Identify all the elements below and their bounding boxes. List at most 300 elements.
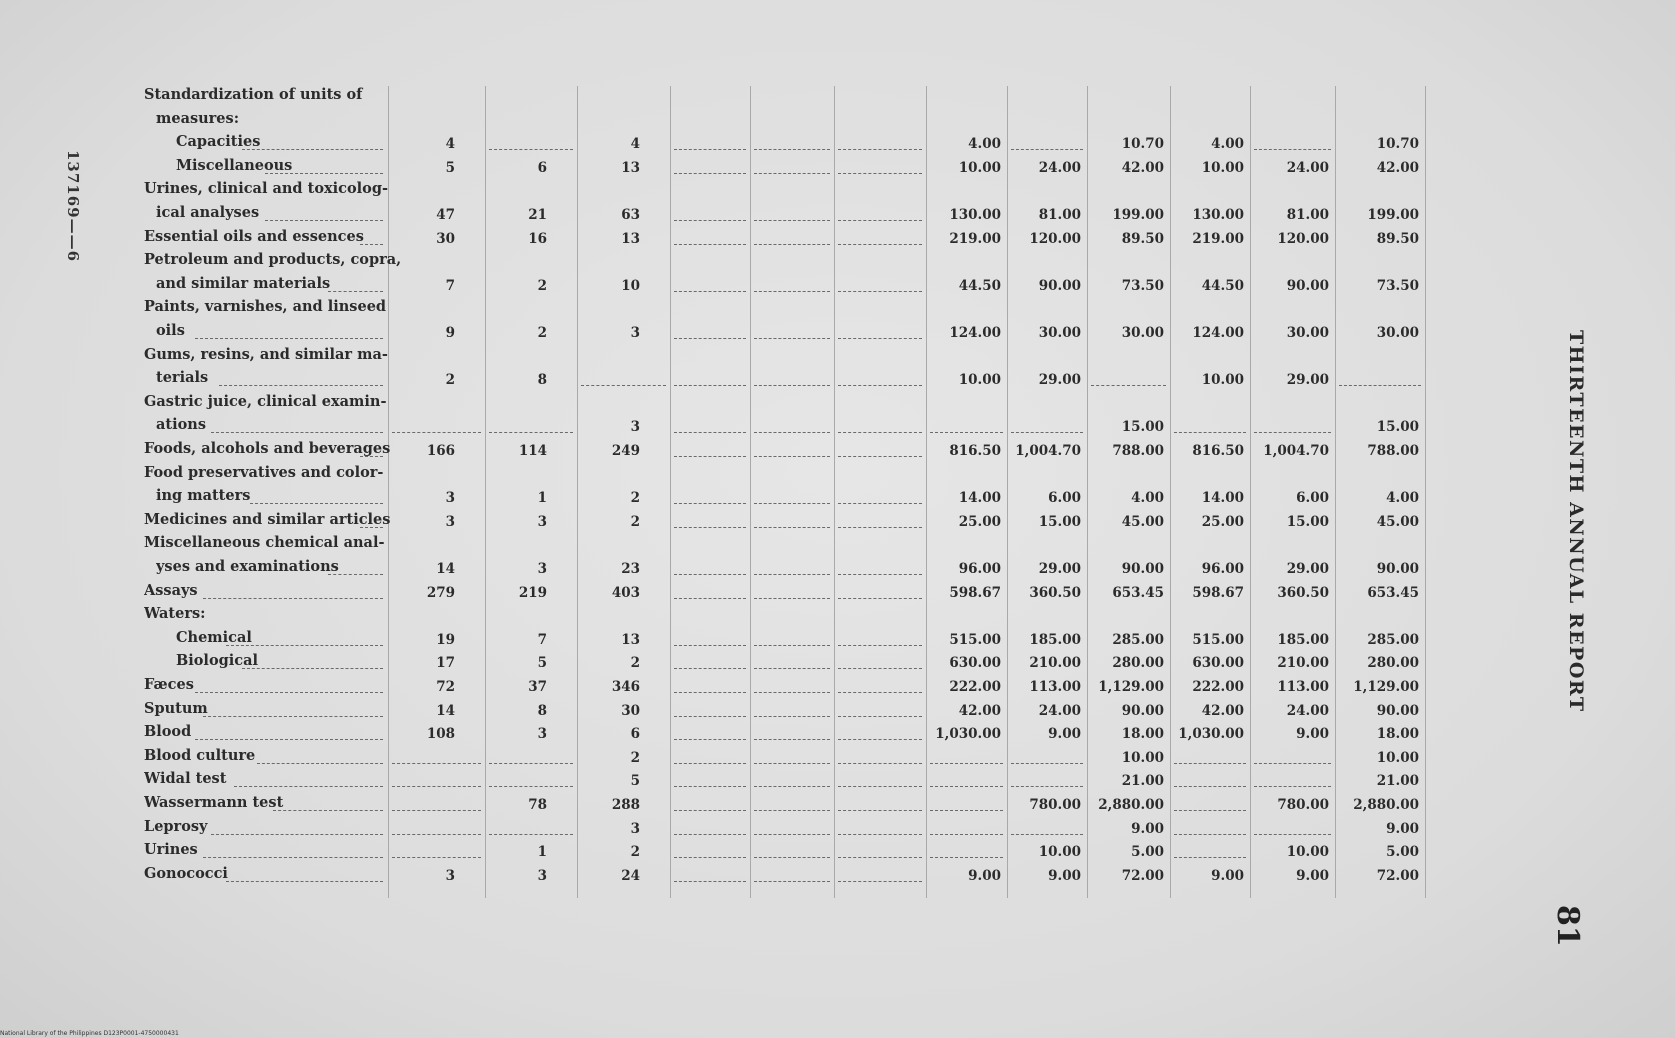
margin-code: 137169——6 <box>64 150 82 263</box>
empty-cell-dashes <box>838 857 922 858</box>
table-cell: 37 <box>528 679 547 695</box>
empty-cell-dashes <box>838 598 922 599</box>
table-cell: 222.00 <box>1192 679 1244 695</box>
empty-cell-dashes <box>392 763 481 764</box>
empty-cell-dashes <box>489 834 573 835</box>
empty-cell-dashes <box>838 692 922 693</box>
row-label: Gums, resins, and similar ma- <box>144 345 388 363</box>
table-cell: 222.00 <box>949 679 1001 695</box>
leader-dots <box>360 527 383 528</box>
table-cell: 3 <box>537 513 547 530</box>
leader-dots <box>265 220 383 221</box>
table-cell: 29.00 <box>1286 561 1329 577</box>
empty-cell-dashes <box>1011 786 1083 787</box>
table-cell: 14 <box>436 561 455 577</box>
leader-dots <box>203 598 383 599</box>
leader-dots <box>195 692 383 693</box>
empty-cell-dashes <box>754 385 830 386</box>
empty-cell-dashes <box>1174 857 1246 858</box>
table-row <box>140 346 1525 370</box>
empty-cell-dashes <box>392 857 481 858</box>
empty-cell-dashes <box>754 456 830 457</box>
empty-cell-dashes <box>674 598 746 599</box>
empty-cell-dashes <box>754 503 830 504</box>
empty-cell-dashes <box>674 786 746 787</box>
row-label: measures: <box>156 109 240 127</box>
table-cell: 113.00 <box>1029 679 1081 695</box>
row-label: Standardization of units of <box>144 86 363 103</box>
row-label: Petroleum and products, copra, <box>144 251 402 269</box>
table-cell: 5 <box>630 773 640 790</box>
empty-cell-dashes <box>930 857 1003 858</box>
empty-cell-dashes <box>1011 149 1083 150</box>
table-cell: 1,129.00 <box>1098 679 1164 695</box>
row-label: Capacities <box>176 133 261 151</box>
empty-cell-dashes <box>674 220 746 221</box>
table-cell: 4.00 <box>968 136 1001 153</box>
table-cell: 3 <box>445 867 455 884</box>
empty-cell-dashes <box>674 527 746 528</box>
table-cell: 2,880.00 <box>1098 797 1164 813</box>
empty-cell-dashes <box>838 739 922 740</box>
empty-cell-dashes <box>754 716 830 717</box>
empty-cell-dashes <box>754 834 830 835</box>
row-label: Miscellaneous <box>176 156 293 174</box>
table-cell: 9.00 <box>1048 726 1081 743</box>
empty-cell-dashes <box>754 692 830 693</box>
empty-cell-dashes <box>754 291 830 292</box>
table-cell: 42.00 <box>1201 702 1244 719</box>
table-row <box>140 464 1525 488</box>
empty-cell-dashes <box>930 432 1003 433</box>
table-row <box>140 416 1525 440</box>
row-label: Sputum <box>144 699 208 717</box>
empty-cell-dashes <box>754 881 830 882</box>
leader-dots <box>203 857 383 858</box>
empty-cell-dashes <box>754 763 830 764</box>
leader-dots <box>234 786 383 787</box>
empty-cell-dashes <box>930 810 1003 811</box>
table-cell: 15.00 <box>1121 419 1164 436</box>
table-cell: 210.00 <box>1277 655 1329 672</box>
empty-cell-dashes <box>754 149 830 150</box>
empty-cell-dashes <box>1254 763 1331 764</box>
empty-cell-dashes <box>674 291 746 292</box>
empty-cell-dashes <box>838 763 922 764</box>
row-label: Chemical <box>176 628 252 646</box>
table-cell: 17 <box>436 655 455 672</box>
table-cell: 7 <box>537 631 547 648</box>
empty-cell-dashes <box>1254 149 1331 150</box>
row-label: ations <box>156 416 206 434</box>
table-cell: 403 <box>611 584 640 601</box>
table-cell: 4 <box>630 136 640 153</box>
empty-cell-dashes <box>392 432 481 433</box>
empty-cell-dashes <box>674 716 746 717</box>
table-cell: 360.50 <box>1277 584 1329 601</box>
table-row <box>140 298 1525 322</box>
table-cell: 9.00 <box>1296 726 1329 743</box>
table-row <box>140 275 1525 299</box>
empty-cell-dashes <box>754 668 830 669</box>
empty-cell-dashes <box>930 834 1003 835</box>
empty-cell-dashes <box>754 244 830 245</box>
table-cell: 45.00 <box>1376 513 1419 530</box>
scan-footer: National Library of the Philippines D123P0001-4750000431 <box>0 1030 179 1037</box>
table-cell: 29.00 <box>1286 372 1329 389</box>
table-cell: 6.00 <box>1296 490 1329 507</box>
table-cell: 120.00 <box>1029 230 1081 247</box>
row-label: Urines, clinical and toxicolog- <box>144 180 388 198</box>
table-cell: 5 <box>445 159 455 176</box>
empty-cell-dashes <box>674 692 746 693</box>
table-cell: 96.00 <box>1201 561 1244 577</box>
table-cell: 2 <box>630 655 640 672</box>
empty-cell-dashes <box>754 810 830 811</box>
table-cell: 630.00 <box>949 655 1001 672</box>
table-cell: 10.00 <box>1286 844 1329 861</box>
table-cell: 3 <box>537 867 547 884</box>
table-cell: 24.00 <box>1038 159 1081 176</box>
leader-dots <box>219 385 383 386</box>
leader-dots <box>242 149 383 150</box>
empty-cell-dashes <box>754 857 830 858</box>
table-cell: 10 <box>621 277 640 294</box>
empty-cell-dashes <box>674 149 746 150</box>
table-cell: 2 <box>630 490 640 507</box>
empty-cell-dashes <box>838 881 922 882</box>
table-cell: 185.00 <box>1029 631 1081 648</box>
table-cell: 9.00 <box>1386 820 1419 837</box>
table-row <box>140 110 1525 134</box>
table-cell: 653.45 <box>1367 584 1419 601</box>
table-row <box>140 251 1525 275</box>
empty-cell-dashes <box>838 834 922 835</box>
table-cell: 816.50 <box>949 443 1001 459</box>
table-cell: 4 <box>445 136 455 153</box>
table-cell: 3 <box>537 726 547 743</box>
table-cell: 78 <box>528 797 547 813</box>
table-row <box>140 322 1525 346</box>
row-label: Waters: <box>144 605 206 623</box>
table-row <box>140 369 1525 393</box>
table-row <box>140 841 1525 865</box>
table-cell: 9 <box>445 325 455 341</box>
table-cell: 515.00 <box>949 631 1001 648</box>
table-cell: 24.00 <box>1286 702 1329 719</box>
table-cell: 8 <box>537 702 547 719</box>
table-cell: 6 <box>537 159 547 176</box>
leader-dots <box>226 645 383 646</box>
empty-cell-dashes <box>838 432 922 433</box>
table-cell: 816.50 <box>1192 443 1244 459</box>
empty-cell-dashes <box>838 149 922 150</box>
empty-cell-dashes <box>674 385 746 386</box>
leader-dots <box>242 668 383 669</box>
table-row <box>140 770 1525 794</box>
table-cell: 780.00 <box>1277 797 1329 813</box>
table-cell: 3 <box>630 820 640 837</box>
table-cell: 9.00 <box>1296 867 1329 884</box>
table-cell: 72.00 <box>1376 867 1419 884</box>
table-cell: 124.00 <box>1192 325 1244 341</box>
empty-cell-dashes <box>489 763 573 764</box>
empty-cell-dashes <box>1011 834 1083 835</box>
leader-dots <box>211 432 383 433</box>
empty-cell-dashes <box>674 244 746 245</box>
table-cell: 30.00 <box>1121 325 1164 341</box>
table-row <box>140 133 1525 157</box>
table-cell: 30 <box>621 702 640 719</box>
table-cell: 1 <box>537 844 547 861</box>
empty-cell-dashes <box>674 645 746 646</box>
table-cell: 63 <box>621 207 640 223</box>
table-cell: 210.00 <box>1029 655 1081 672</box>
table-cell: 8 <box>537 372 547 389</box>
table-cell: 113.00 <box>1277 679 1329 695</box>
table-cell: 18.00 <box>1376 726 1419 743</box>
empty-cell-dashes <box>838 338 922 339</box>
row-label: ing matters <box>156 487 251 505</box>
table-cell: 3 <box>537 561 547 577</box>
table-cell: 10.00 <box>1376 749 1419 766</box>
table-cell: 29.00 <box>1038 372 1081 389</box>
table-cell: 1,004.70 <box>1015 443 1081 459</box>
table-cell: 73.50 <box>1376 277 1419 294</box>
table-cell: 4.00 <box>1386 490 1419 507</box>
table-cell: 96.00 <box>958 561 1001 577</box>
table-cell: 653.45 <box>1112 584 1164 601</box>
row-label: Leprosy <box>144 817 208 835</box>
table-cell: 2 <box>445 372 455 389</box>
table-cell: 9.00 <box>1211 867 1244 884</box>
table-cell: 13 <box>621 631 640 648</box>
table-cell: 13 <box>621 230 640 247</box>
table-cell: 90.00 <box>1376 702 1419 719</box>
table-cell: 598.67 <box>949 584 1001 601</box>
table-cell: 15.00 <box>1286 513 1329 530</box>
empty-cell-dashes <box>489 149 573 150</box>
table-cell: 788.00 <box>1367 443 1419 459</box>
empty-cell-dashes <box>754 220 830 221</box>
table-row <box>140 676 1525 700</box>
empty-cell-dashes <box>674 338 746 339</box>
table-cell: 25.00 <box>958 513 1001 530</box>
table-cell: 30.00 <box>1038 325 1081 341</box>
leader-dots <box>195 739 383 740</box>
table-row <box>140 818 1525 842</box>
empty-cell-dashes <box>754 173 830 174</box>
table-cell: 10.00 <box>958 159 1001 176</box>
table-cell: 21.00 <box>1376 773 1419 790</box>
empty-cell-dashes <box>1174 432 1246 433</box>
empty-cell-dashes <box>754 645 830 646</box>
table-cell: 21 <box>528 207 547 223</box>
table-cell: 15.00 <box>1038 513 1081 530</box>
table-row <box>140 582 1525 606</box>
empty-cell-dashes <box>838 527 922 528</box>
table-cell: 6.00 <box>1048 490 1081 507</box>
table-cell: 21.00 <box>1121 773 1164 790</box>
row-label: ical analyses <box>156 204 260 221</box>
row-label: terials <box>156 369 209 387</box>
table-cell: 30.00 <box>1286 325 1329 341</box>
table-row <box>140 487 1525 511</box>
empty-cell-dashes <box>489 786 573 787</box>
row-label: Paints, varnishes, and linseed <box>144 298 387 316</box>
table-cell: 285.00 <box>1112 631 1164 648</box>
empty-cell-dashes <box>674 857 746 858</box>
table-cell: 9.00 <box>1048 867 1081 884</box>
table-cell: 13 <box>621 159 640 176</box>
row-label: Gonococci <box>144 864 228 882</box>
table-row <box>140 723 1525 747</box>
table-cell: 2 <box>537 325 547 341</box>
empty-cell-dashes <box>930 763 1003 764</box>
empty-cell-dashes <box>674 881 746 882</box>
row-label: Essential oils and essences <box>144 227 364 245</box>
table-cell: 18.00 <box>1121 726 1164 743</box>
table-cell: 90.00 <box>1038 277 1081 294</box>
empty-cell-dashes <box>674 173 746 174</box>
table-cell: 780.00 <box>1029 797 1081 813</box>
table-cell: 219.00 <box>949 230 1001 247</box>
empty-cell-dashes <box>674 739 746 740</box>
leader-dots <box>211 834 383 835</box>
table-cell: 185.00 <box>1277 631 1329 648</box>
table-cell: 24 <box>621 867 640 884</box>
table-cell: 44.50 <box>958 277 1001 294</box>
table-cell: 9.00 <box>968 867 1001 884</box>
table-cell: 114 <box>518 443 547 459</box>
leader-dots <box>273 810 383 811</box>
leader-dots <box>360 456 383 457</box>
empty-cell-dashes <box>1011 432 1083 433</box>
table-cell: 7 <box>445 277 455 294</box>
table-row <box>140 700 1525 724</box>
table-cell: 30 <box>436 230 455 247</box>
row-label: Blood <box>144 723 192 741</box>
empty-cell-dashes <box>838 220 922 221</box>
leader-dots <box>328 291 383 292</box>
row-label: Gastric juice, clinical examin- <box>144 392 387 410</box>
leader-dots <box>328 574 383 575</box>
empty-cell-dashes <box>1091 385 1166 386</box>
empty-cell-dashes <box>392 810 481 811</box>
row-label: Foods, alcohols and beverages <box>144 440 391 457</box>
table-row <box>140 652 1525 676</box>
table-cell: 199.00 <box>1367 207 1419 223</box>
table-cell: 24.00 <box>1286 159 1329 176</box>
table-cell: 2 <box>630 513 640 530</box>
table-cell: 288 <box>611 797 640 813</box>
empty-cell-dashes <box>674 668 746 669</box>
table-cell: 598.67 <box>1192 584 1244 601</box>
empty-cell-dashes <box>754 786 830 787</box>
empty-cell-dashes <box>1174 834 1246 835</box>
table-cell: 1,004.70 <box>1263 443 1329 459</box>
empty-cell-dashes <box>754 432 830 433</box>
table-cell: 25.00 <box>1201 513 1244 530</box>
table-cell: 72 <box>436 679 455 695</box>
empty-cell-dashes <box>674 763 746 764</box>
empty-cell-dashes <box>754 598 830 599</box>
table-cell: 4.00 <box>1211 136 1244 153</box>
table-cell: 3 <box>445 513 455 530</box>
table-cell: 6 <box>630 726 640 743</box>
table-cell: 10.00 <box>958 372 1001 389</box>
table-cell: 219.00 <box>1192 230 1244 247</box>
empty-cell-dashes <box>392 834 481 835</box>
leader-dots <box>265 173 383 174</box>
table-cell: 29.00 <box>1038 561 1081 577</box>
empty-cell-dashes <box>674 834 746 835</box>
empty-cell-dashes <box>838 291 922 292</box>
table-cell: 120.00 <box>1277 230 1329 247</box>
table-cell: 3 <box>630 419 640 436</box>
row-label: Miscellaneous chemical anal- <box>144 534 385 552</box>
table-cell: 90.00 <box>1121 561 1164 577</box>
table-cell: 89.50 <box>1121 230 1164 247</box>
table-cell: 30.00 <box>1376 325 1419 341</box>
table-cell: 199.00 <box>1112 207 1164 223</box>
table-cell: 90.00 <box>1286 277 1329 294</box>
leader-dots <box>250 503 383 504</box>
table-cell: 2,880.00 <box>1353 797 1419 813</box>
table-cell: 73.50 <box>1121 277 1164 294</box>
table-cell: 42.00 <box>1121 159 1164 176</box>
table-cell: 280.00 <box>1112 655 1164 672</box>
table-cell: 2 <box>537 277 547 294</box>
table-cell: 5.00 <box>1131 844 1164 861</box>
table-cell: 10.70 <box>1376 136 1419 153</box>
running-title: THIRTEENTH ANNUAL REPORT <box>1565 330 1587 713</box>
empty-cell-dashes <box>838 173 922 174</box>
table-row <box>140 558 1525 582</box>
empty-cell-dashes <box>674 432 746 433</box>
table-cell: 130.00 <box>949 207 1001 223</box>
table-cell: 10.00 <box>1038 844 1081 861</box>
table-cell: 219 <box>518 584 547 601</box>
empty-cell-dashes <box>674 456 746 457</box>
table-row <box>140 865 1525 889</box>
empty-cell-dashes <box>754 574 830 575</box>
table-row <box>140 157 1525 181</box>
table-cell: 89.50 <box>1376 230 1419 247</box>
empty-cell-dashes <box>1011 763 1083 764</box>
table-row <box>140 605 1525 629</box>
row-label: yses and examinations <box>156 558 339 575</box>
table-cell: 108 <box>426 726 455 743</box>
table-cell: 90.00 <box>1121 702 1164 719</box>
empty-cell-dashes <box>838 385 922 386</box>
table-row <box>140 440 1525 464</box>
table-cell: 3 <box>445 490 455 507</box>
table-row <box>140 228 1525 252</box>
table-row <box>140 86 1525 110</box>
empty-cell-dashes <box>674 810 746 811</box>
table-cell: 249 <box>611 443 640 459</box>
table-cell: 10.00 <box>1201 372 1244 389</box>
leader-dots <box>195 338 383 339</box>
row-label: Widal test <box>144 770 227 788</box>
empty-cell-dashes <box>930 786 1003 787</box>
table-cell: 346 <box>611 679 640 695</box>
table-row <box>140 534 1525 558</box>
leader-dots <box>257 763 383 764</box>
table-row <box>140 629 1525 653</box>
empty-cell-dashes <box>754 527 830 528</box>
